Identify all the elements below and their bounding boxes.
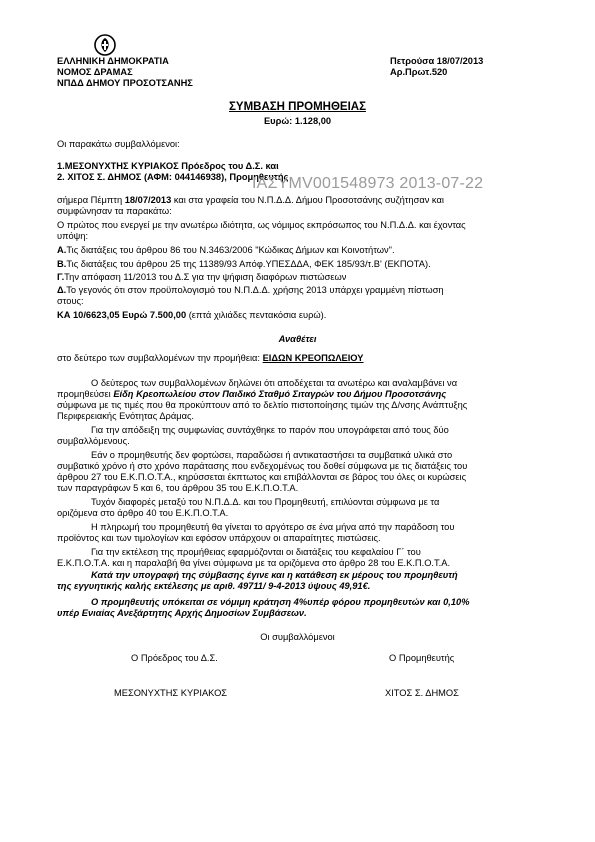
- right-signatory-name: ΧΙΤΟΣ Σ. ΔΗΜΟΣ: [385, 688, 459, 698]
- clause4-line1: Τυχόν διαφορές μεταξύ του Ν.Π.Δ.Δ. και του Προμηθευτή, επιλύονται σύμφωνα με τα: [91, 497, 440, 507]
- clause1-line4: Περιφερειακής Ενότητας Δράμας.: [57, 411, 195, 421]
- left-signatory-name: ΜΕΣΟΝΥΧΤΗΣ ΚΥΡΙΑΚΟΣ: [114, 688, 228, 698]
- clause6-line1: Για την εκτέλεση της προμήθειας εφαρμόζονται οι διατάξεις του κεφαλαίου Γ΄ του: [91, 547, 421, 557]
- clause6-line2: Ε.Κ.Π.Ο.Τ.Α. και η παραλαβή θα γίνει σύμφωνα με τα οριζόμενα στο άρθρο 28 του Ε.Κ.Π.Ο.Τ.Α.: [57, 558, 451, 568]
- clause7-line1: Κατά την υπογραφή της σύμβασης έγινε και η κατάθεση εκ μέρους του προμηθευτή: [91, 570, 458, 580]
- org-line-1: ΕΛΛΗΝΙΚΗ ΔΗΜΟΚΡΑΤΙΑ: [57, 56, 169, 66]
- clause3-line2: συμβατικό χρόνο ή στο χρόνο παράτασης που ενδεχομένως του δοθεί σύμφωνα με τις διατάξεις του: [57, 461, 468, 471]
- org-line-3: ΝΠΔΔ ΔΗΜΟΥ ΠΡΟΣΟΤΣΑΝΗΣ: [57, 78, 193, 88]
- clause-d-cont: στους:: [57, 296, 84, 306]
- watermark: ΙΑΣΥΜV001548973 2013-07-22: [252, 175, 484, 192]
- left-signatory-role: Ο Πρόεδρος του Δ.Σ.: [131, 653, 218, 663]
- clause2-line1: Για την απόδειξη της συμφωνίας συντάχθηκε το παρόν που υπογράφεται από τους δύο: [91, 425, 449, 435]
- clause8-line2: υπέρ Ενιαίας Ανεξάρτητης Αρχής Δημοσίων Συμβάσεων.: [57, 608, 307, 618]
- clause5-line1: Η πληρωμή του προμηθευτή θα γίνεται το αργότερο σε ένα μήνα από την παράδοση του: [91, 522, 455, 532]
- body-line-1: σήμερα Πέμπτη 18/07/2013 και στα γραφεία του Ν.Π.Δ.Δ. Δήμου Προσοτσάνης συζήτησαν και: [57, 195, 444, 205]
- body-line-4: υπόψη:: [57, 231, 89, 241]
- right-signatory-role: Ο Προμηθευτής: [389, 653, 455, 663]
- greek-emblem-icon: [94, 34, 116, 56]
- clause2-line2: συμβαλλόμενους.: [57, 436, 130, 446]
- party-1: 1.ΜΕΣΟΝΥΧΤΗΣ ΚΥΡΙΑΚΟΣ Πρόεδρος του Δ.Σ. και: [57, 161, 279, 171]
- party-2: 2. ΧΙΤΟΣ Σ. ΔΗΜΟΣ (ΑΦΜ: 044146938), Προμηθευτής: [57, 172, 289, 182]
- date-line: Πετρούσα 18/07/2013: [390, 56, 484, 66]
- clause4-line2: οριζόμενα στο άρθρο 40 του Ε.Κ.Π.Ο.Τ.Α.: [57, 508, 229, 518]
- clause7-line2: της εγγυητικής καλής εκτέλεσης με αριθ. 49711/ 9-4-2013 ύψους 49,91€.: [57, 581, 371, 591]
- intro-text: Οι παρακάτω συμβαλλόμενοι:: [57, 139, 180, 149]
- body-line-3: Ο πρώτος που ενεργεί με την ανωτέρω ιδιότητα, ως νόμιμος εκπρόσωπος του Ν.Π.Δ.Δ. και έχοντας: [57, 220, 466, 230]
- clause1-line1: Ο δεύτερος των συμβαλλομένων δηλώνει ότι αποδέχεται τα ανωτέρω και αναλαμβάνει να: [91, 378, 458, 388]
- clause1-line2: προμηθεύσει Είδη Κρεοπωλείου στον Παιδικό Σταθμό Σιταγρών του Δήμου Προσοτσάνης: [57, 389, 447, 399]
- clause1-line3: σύμφωνα με τις τιμές που θα προκύπτουν από το δελτίο πιστοποίησης τιμών της Δ/νσης Ανάπτυξης: [57, 400, 468, 410]
- clause5-line2: προϊόντος και των τιμολογίων και εφόσον υπάρχουν οι απαραίτητες πιστώσεις.: [57, 533, 381, 543]
- clause3-line4: των παραγράφων 5 και 6, του άρθρου 35 του Ε.Κ.Π.Ο.Τ.Α.: [57, 483, 299, 493]
- assign-line: στο δεύτερο των συμβαλλομένων την προμήθεια: ΕΙΔΩΝ ΚΡΕΟΠΩΛΕΙΟΥ: [57, 353, 364, 363]
- body-line-2: συμφώνησαν τα παρακάτω:: [57, 206, 172, 216]
- signatures-heading: Οι συμβαλλόμενοι: [260, 632, 335, 642]
- clause-g: Γ.Την απόφαση 11/2013 του Δ.Σ για την ψήφιση διαφόρων πιστώσεων: [57, 272, 347, 282]
- page-title: ΣΥΜΒΑΣΗ ΠΡΟΜΗΘΕΙΑΣ: [229, 101, 366, 113]
- org-line-2: ΝΟΜΟΣ ΔΡΑΜΑΣ: [57, 67, 133, 77]
- clause3-line1: Εάν ο προμηθευτής δεν φορτώσει, παραδώσει ή αντικαταστήσει τα συμβατικά υλικά στο: [91, 450, 453, 460]
- clause-b: Β.Τις διατάξεις του άρθρου 25 της 11389/93 Απόφ.ΥΠΕΣΔΔΑ, ΦΕΚ 185/93/τ.Β' (ΕΚΠΟΤΑ).: [57, 259, 431, 269]
- protocol-line: Αρ.Πρωτ.520: [390, 67, 448, 77]
- amount: Ευρώ: 1.128,00: [263, 116, 332, 126]
- budget-line: ΚΑ 10/6623,05 Ευρώ 7.500,00 (επτά χιλιάδες πεντακόσια ευρώ).: [57, 310, 327, 320]
- clause8-line1: Ο προμηθευτής υπόκειται σε νόμιμη κράτηση 4%υπέρ φόρου προμηθευτών και 0,10%: [91, 597, 470, 607]
- clause-a: Α.Τις διατάξεις του άρθρου 86 του Ν.3463/2006 "Κώδικας Δήμων και Κοινοτήτων".: [57, 245, 395, 255]
- clause-d: Δ.Το γεγονός ότι στον προϋπολογισμό του Ν.Π.Δ.Δ. χρήσης 2013 υπάρχει γραμμένη πίστωση: [57, 285, 444, 295]
- assign-heading: Αναθέτει: [278, 334, 317, 344]
- clause3-line3: άρθρου 27 του Ε.Κ.Π.Ο.Τ.Α., κηρύσσεται έκπτωτος και επιβάλλονται σε βάρος του όλες οι κυρώσεις: [57, 472, 467, 482]
